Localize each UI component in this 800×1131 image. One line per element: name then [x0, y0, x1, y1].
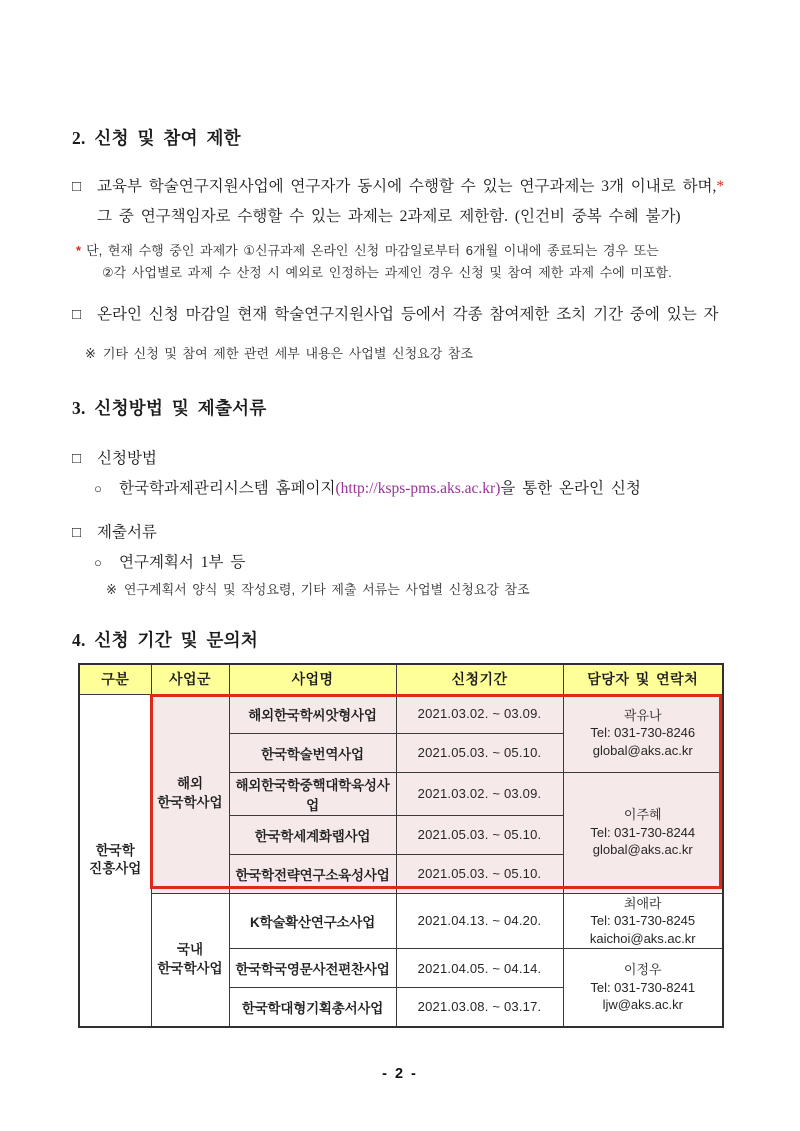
section3-title: 3. 신청방법 및 제출서류 [72, 398, 267, 418]
contact-tel: Tel: 031-730-8245 [590, 913, 696, 929]
contact-email: kaichoi@aks.ac.kr [589, 930, 696, 946]
schedule-table [78, 663, 724, 1028]
contact-tel: Tel: 031-730-8244 [590, 824, 696, 840]
contact-email: ljw@aks.ac.kr [602, 997, 683, 1013]
category-line1: 한국학 [95, 842, 135, 858]
group-domestic-line1: 국내 [176, 942, 204, 958]
program-name-cell: 한국학술번역사업 [229, 733, 396, 772]
group-domestic-line2: 한국학사업 [157, 960, 223, 976]
period-cell: 2021.04.05. ~ 04.14. [396, 949, 563, 988]
program-name-cell: 한국학세계화랩사업 [229, 815, 396, 854]
group-domestic-cell [151, 893, 229, 1027]
period-cell: 2021.03.08. ~ 03.17. [396, 988, 563, 1027]
section4-title: 4. 신청 기간 및 문의처 [72, 630, 259, 650]
program-name-cell: 한국학대형기획총서사업 [229, 988, 396, 1027]
group-overseas-line2: 한국학사업 [157, 794, 223, 810]
pms-homepage-link[interactable]: (http://ksps-pms.aks.ac.kr) [335, 480, 501, 497]
contact-cell [563, 772, 723, 893]
group-overseas-line1: 해외 [176, 776, 204, 792]
category-cell [79, 694, 151, 1027]
header-period: 신청기간 [396, 664, 563, 694]
footnote-line1-text: 단, 현재 수행 중인 과제가 ①신규과제 온라인 신청 마감일로부터 6개월 이내에 종료되는 경우 또는 [86, 243, 659, 258]
program-name-cell: 해외한국학씨앗형사업 [229, 694, 396, 733]
square-bullet-icon: □ [72, 179, 82, 195]
footnote-asterisk: * [716, 178, 725, 195]
restriction-bullet-1-text [97, 172, 728, 232]
contact-tel: Tel: 031-730-8241 [590, 979, 696, 995]
square-bullet-icon: □ [72, 525, 82, 541]
section2-reference-note [72, 344, 728, 364]
contact-name: 이정우 [623, 962, 662, 978]
period-cell: 2021.04.13. ~ 04.20. [396, 893, 563, 949]
restriction-bullet-1-line1 [97, 172, 728, 202]
group-overseas-cell [151, 694, 229, 893]
table-header-row [79, 664, 723, 694]
header-contact: 담당자 및 연락처 [563, 664, 723, 694]
program-name-cell: 한국학전략연구소육성사업 [229, 854, 396, 893]
method-item-row [72, 474, 728, 504]
page-number: - 2 - [382, 1066, 418, 1082]
method-label-row [72, 444, 728, 474]
restriction-bullet-2-text [97, 300, 728, 330]
contact-cell [563, 949, 723, 1027]
contact-tel: Tel: 031-730-8246 [590, 725, 696, 741]
method-item-line [119, 474, 728, 504]
documents-label-row [72, 518, 728, 548]
contact-name: 최애라 [623, 895, 662, 911]
period-cell: 2021.03.02. ~ 03.09. [396, 694, 563, 733]
circle-bullet-icon: ○ [94, 481, 102, 496]
header-category: 구분 [79, 664, 151, 694]
square-bullet-icon: □ [72, 307, 82, 323]
footnote-line1 [76, 240, 728, 262]
period-cell: 2021.05.03. ~ 05.10. [396, 733, 563, 772]
restriction-bullet-2-line: 온라인 신청 마감일 현재 학술연구지원사업 등에서 각종 참여제한 조치 기간 중에 있는 자 [97, 306, 719, 323]
section3-reference-note-text: 연구계획서 양식 및 작성요령, 기타 제출 서류는 사업별 신청요강 참조 [123, 582, 530, 597]
program-name-cell: K학술확산연구소사업 [229, 893, 396, 949]
restriction-line1-text: 교육부 학술연구지원사업에 연구자가 동시에 수행할 수 있는 연구과제는 3개 이내로 하며, [97, 178, 717, 195]
contact-cell [563, 893, 723, 949]
footnote-line2: ②각 사업별로 과제 수 산정 시 예외로 인정하는 과제인 경우 신청 및 참여 제한 과제 수에 미포함. [102, 265, 672, 280]
program-name-cell: 한국학국영문사전편찬사업 [229, 949, 396, 988]
asterisk-icon: * [76, 243, 82, 258]
table-row [79, 694, 723, 733]
section3-reference-note [72, 580, 728, 600]
method-label: 신청방법 [97, 450, 157, 467]
section2-reference-note-text: 기타 신청 및 참여 제한 관련 세부 내용은 사업별 신청요강 참조 [102, 346, 473, 361]
contact-email: global@aks.ac.kr [592, 842, 693, 858]
contact-cell [563, 694, 723, 772]
program-name-cell: 해외한국학중핵대학육성사업 [229, 772, 396, 815]
restriction-bullet-1-line2: 그 중 연구책임자로 수행할 수 있는 과제는 2과제로 제한함. (인건비 중복 수혜 불가) [97, 208, 681, 225]
documents-label: 제출서류 [97, 524, 157, 541]
documents-item: 연구계획서 1부 등 [119, 554, 246, 571]
period-cell: 2021.03.02. ~ 03.09. [396, 772, 563, 815]
period-cell: 2021.05.03. ~ 05.10. [396, 854, 563, 893]
footnote-block [72, 240, 728, 284]
square-bullet-icon: □ [72, 451, 82, 467]
schedule-table-wrap [78, 663, 722, 1028]
category-line2: 진흥사업 [89, 861, 142, 877]
circle-bullet-icon: ○ [94, 555, 102, 570]
contact-name: 이주혜 [623, 807, 662, 823]
contact-email: global@aks.ac.kr [592, 742, 693, 758]
section2-title: 2. 신청 및 참여 제한 [72, 128, 241, 148]
method-item-suffix: 을 통한 온라인 신청 [500, 480, 641, 497]
reference-mark-icon: ※ [85, 346, 96, 361]
table-row [79, 893, 723, 949]
document-content [0, 126, 800, 1028]
reference-mark-icon: ※ [106, 582, 117, 597]
method-item-prefix: 한국학과제관리시스템 홈페이지 [119, 480, 336, 497]
contact-name: 곽유나 [623, 707, 662, 723]
restriction-bullet-1 [72, 172, 728, 232]
period-cell: 2021.05.03. ~ 05.10. [396, 815, 563, 854]
documents-item-row [72, 548, 728, 578]
header-group: 사업군 [151, 664, 229, 694]
restriction-bullet-2 [72, 300, 728, 330]
header-program: 사업명 [229, 664, 396, 694]
